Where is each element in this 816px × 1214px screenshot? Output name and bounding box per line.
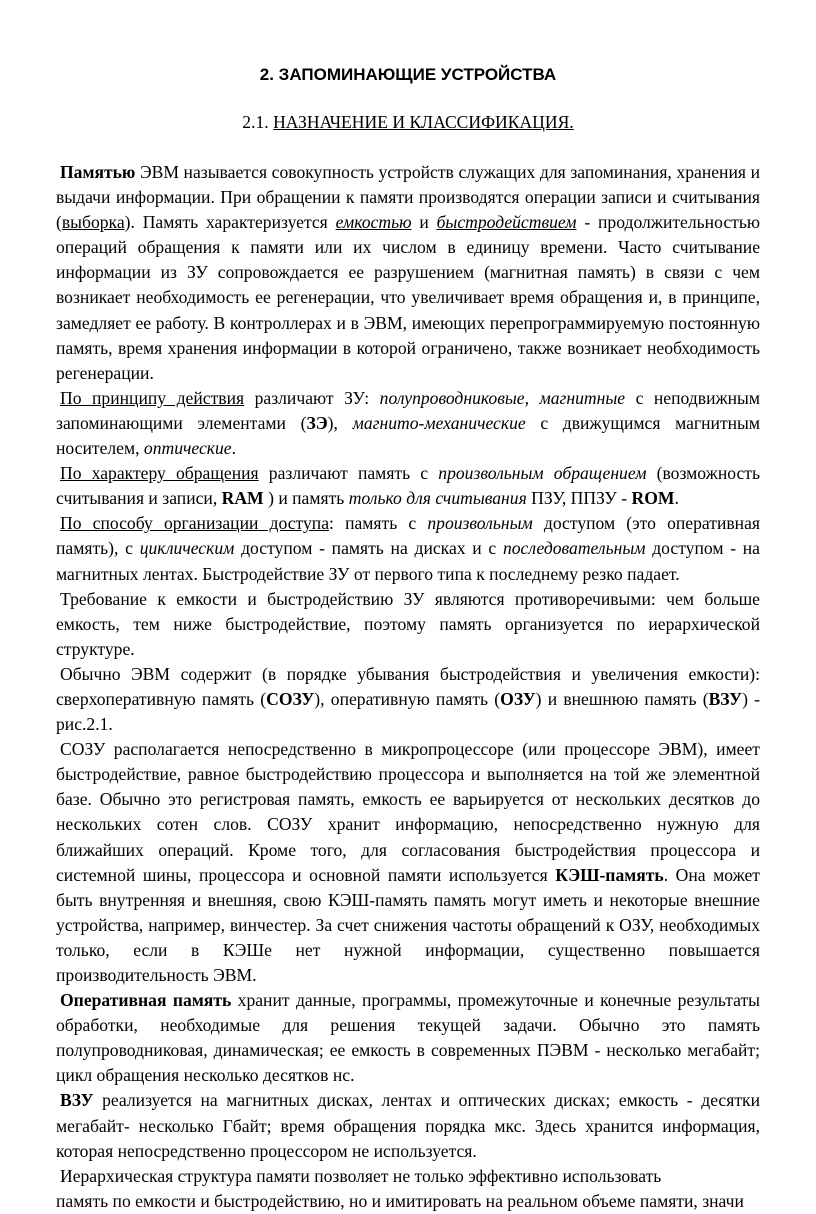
term-capacity: емкостью xyxy=(335,212,412,233)
paragraph-by-principle xyxy=(56,386,760,461)
text: ). Память характеризуется xyxy=(124,212,336,233)
section-title: 2. ЗАПОМИНАЮЩИЕ УСТРОЙСТВА xyxy=(259,65,557,84)
term: произвольным xyxy=(427,513,533,534)
paragraph-ram xyxy=(56,988,760,1088)
term-sampling: выборка xyxy=(61,212,125,233)
term: циклическим xyxy=(139,538,235,559)
term-speed: быстродействием xyxy=(436,212,577,233)
heading-by-access-method: По способу организации доступа xyxy=(60,513,330,534)
paragraph-by-access-character xyxy=(56,461,760,511)
term: оптические xyxy=(143,438,232,459)
text: ), оперативную память ( xyxy=(314,688,501,709)
term-rom: ROM xyxy=(631,488,675,509)
term-operative-memory: Оперативная память xyxy=(60,990,232,1011)
text: различают ЗУ: xyxy=(244,387,380,408)
paragraph-vzu xyxy=(56,1088,760,1163)
text: доступом - на магнитных лентах. Быстродействие ЗУ от первого типа к последнему резко падает. xyxy=(56,538,760,584)
paragraph-requirements: Требование к емкости и быстродействию ЗУ являются противоречивыми: чем больше емкость, тем ниже быстродействие, поэтому память организуется по иерархической структуре. xyxy=(56,588,760,659)
text: СОЗУ располагается непосредственно в микропроцессоре (или процессоре ЭВМ), имеет быстродействие, равное быстродействию процессора и выполняется на той же элементной базе. Обычно это регистровая память, емкость ее варьируется от нескольких десятков до нескольких сотен слов. СОЗУ хранит информацию, непосредственно нужную для ближайших операций. Кроме того, для согласования быстродействия процессора и системной шины, процессора и основной памяти используется xyxy=(56,739,760,885)
text: Обычно ЭВМ содержит (в порядке убывания быстродействия и увеличения емкости): сверхоперативную память ( xyxy=(56,663,760,709)
text: доступом (это оперативная память), с xyxy=(56,513,760,559)
text: ПЗУ, ППЗУ - xyxy=(526,488,632,509)
text: ) и память xyxy=(263,488,349,509)
paragraph-memory-levels xyxy=(56,662,760,737)
text: : память с xyxy=(329,513,428,534)
text: реализуется на магнитных дисках, лентах и оптических дисках; емкость - десятки мегабайт- несколько Гбайт; время обращения порядка мкс. Здесь хранится информация, которая непосредственно процессором не используется. xyxy=(56,1090,760,1161)
heading-by-principle: По принципу действия xyxy=(60,387,245,408)
paragraph-sozu xyxy=(56,737,760,988)
text: . xyxy=(231,438,237,459)
paragraph-by-access-method xyxy=(56,511,760,586)
term-cache: КЭШ-память xyxy=(555,864,664,885)
text: с движущимся магнитным носителем, xyxy=(56,412,761,459)
term-ram: RAM xyxy=(221,488,264,509)
term: полупроводниковые, магнитные xyxy=(379,387,626,408)
text: ) и внешнюю память ( xyxy=(535,688,709,709)
text: - продолжительностью операций обращения к памяти или их числом в единицу времени. Часто считывание информации из ЗУ сопровождается ее разрушением (магнитная память) в связи с чем возникает необходимость ее регенерации, что увеличивает время обращения и, в принципе, замедляет ее работу. В контроллерах и в ЭВМ, имеющих перепрограммируемую постоянную память, время хранения информации в которой ограничено, также возникает необходимость регенерации. xyxy=(56,212,760,383)
term-vzu: ВЗУ xyxy=(708,688,743,709)
text: . xyxy=(674,488,679,509)
term: произвольным обращением xyxy=(438,463,647,484)
text: с неподвижным запоминающими элементами ( xyxy=(56,387,761,433)
paragraph-hierarchy xyxy=(56,1164,760,1214)
term: магнито-механические xyxy=(352,412,526,433)
text: различают память с xyxy=(258,463,439,484)
text: ЭВМ называется совокупность устройств служащих для запоминания, хранения и выдачи информации. При обращении к памяти производятся операции записи и считывания ( xyxy=(56,162,760,233)
text-line: память по емкости и быстродействию, но и имитировать на реальном объеме памяти, значи xyxy=(56,1190,744,1211)
term-ze: ЗЭ xyxy=(306,412,328,433)
text: . Она может быть внутренняя и внешняя, свою КЭШ-память память могут иметь и некоторые внешние устройства, например, винчестер. За счет снижения частоты обращений к ОЗУ, необходимых только, если в КЭШе нет нужной информации, существенно повышается производительность ЭВМ. xyxy=(56,864,760,985)
text: ) - рис.2.1. xyxy=(56,688,760,735)
text: хранит данные, программы, промежуточные и конечные результаты обработки, необходимые для решения текущей задачи. Обычно это память полупроводниковая, динамическая; ее емкость в современных ПЭВМ - несколько мегабайт; цикл обращения несколько десятков нс. xyxy=(56,990,760,1086)
term-memory: Памятью xyxy=(60,162,136,182)
subsection-number: 2.1. xyxy=(242,112,274,132)
heading-by-access-character: По характеру обращения xyxy=(60,463,259,484)
paragraph-memory-definition xyxy=(56,160,760,386)
text: ), xyxy=(327,412,353,433)
term: последовательным xyxy=(502,538,646,559)
term-sozu: СОЗУ xyxy=(266,688,315,709)
text: доступом - память на дисках и с xyxy=(234,538,503,559)
document-page xyxy=(56,62,760,1214)
subsection-text: НАЗНАЧЕНИЕ И КЛАССИФИКАЦИЯ. xyxy=(273,112,574,132)
term-ozu: ОЗУ xyxy=(500,688,536,709)
text: (возможность считывания и записи, xyxy=(56,463,760,509)
term: только для считывания xyxy=(348,488,527,509)
term-vzu: ВЗУ xyxy=(60,1090,94,1111)
text-line: Иерархическая структура памяти позволяет не только эффективно использовать xyxy=(60,1165,662,1186)
text: и xyxy=(411,212,437,233)
subsection-title xyxy=(56,110,760,135)
